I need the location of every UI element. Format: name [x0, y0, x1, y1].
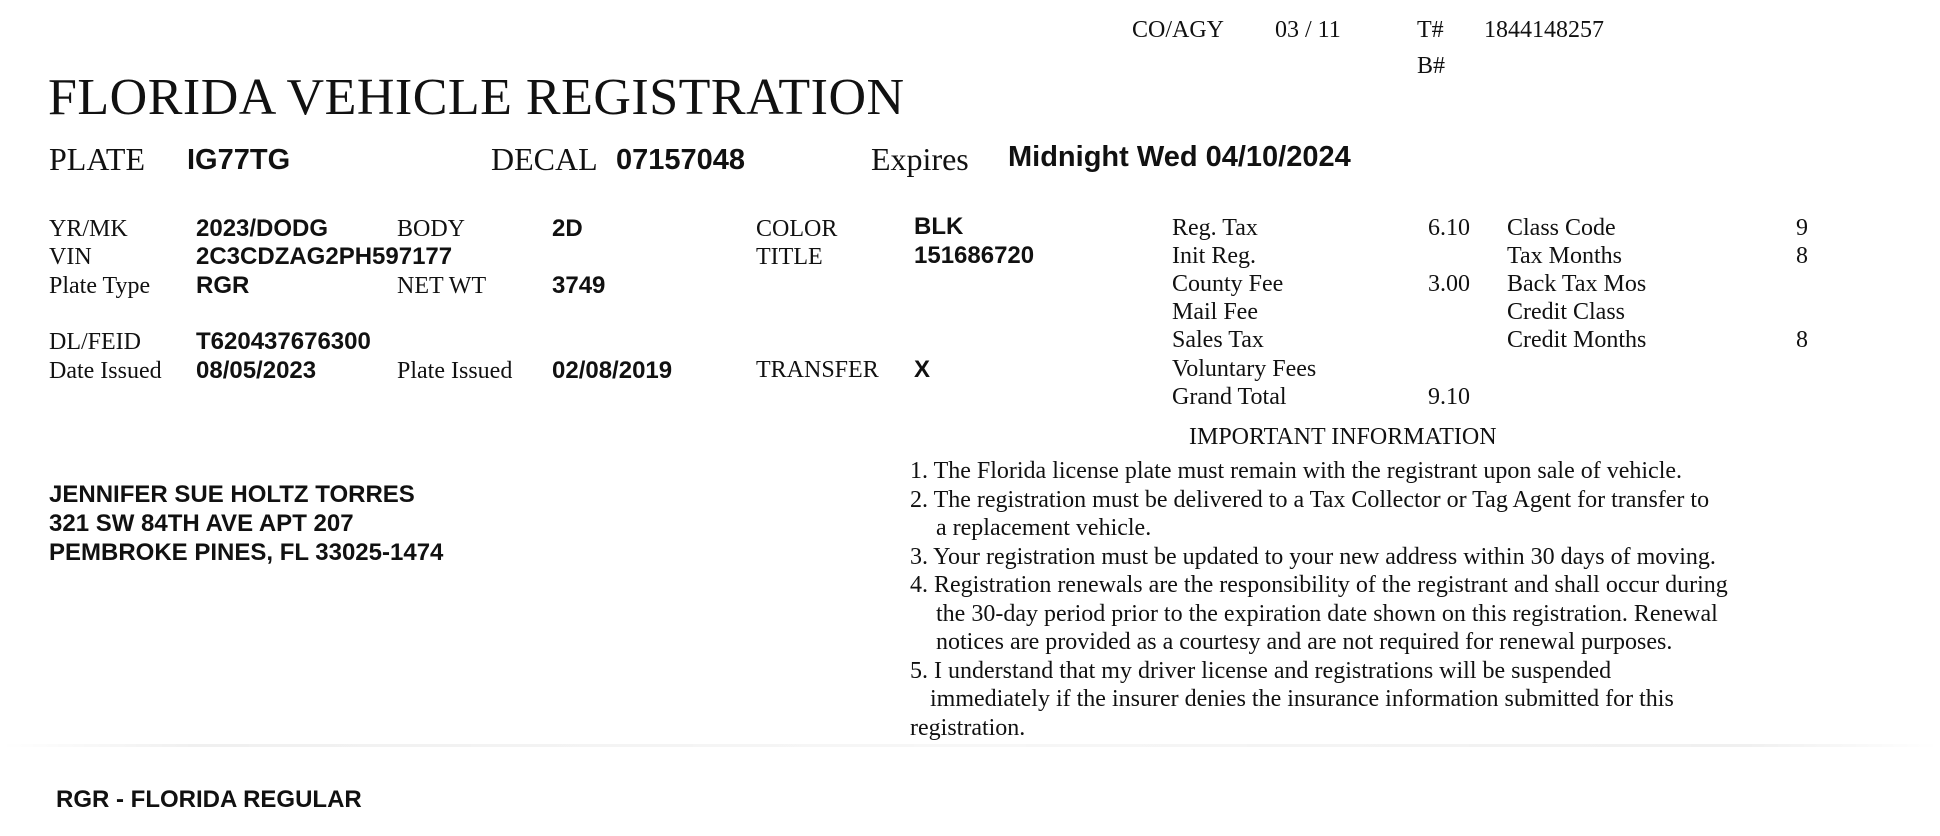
net-wt-value: 3749	[552, 272, 606, 299]
info-item: 3. Your registration must be updated to your new address within 30 days of moving.	[910, 543, 1716, 570]
class-info-label: Class Code	[1507, 215, 1616, 241]
co-agy-label: CO/AGY	[1132, 17, 1225, 43]
plate-type-label: Plate Type	[49, 273, 151, 299]
title-value: 151686720	[914, 242, 1035, 269]
class-info-label: Credit Class	[1507, 299, 1625, 325]
owner-address-line2: PEMBROKE PINES, FL 33025-1474	[49, 539, 444, 566]
class-info-value: 9	[1796, 215, 1808, 241]
net-wt-label: NET WT	[397, 273, 487, 299]
transfer-value: X	[914, 356, 931, 383]
class-info-label: Credit Months	[1507, 327, 1647, 353]
vin-value: 2C3CDZAG2PH597177	[196, 243, 453, 270]
date-issued-label: Date Issued	[49, 358, 162, 384]
fee-value: 3.00	[1428, 271, 1470, 297]
grand-total-value: 9.10	[1428, 384, 1470, 410]
t-number-label: T#	[1417, 17, 1444, 43]
grand-total-label: Grand Total	[1172, 384, 1287, 410]
fee-value: 6.10	[1428, 215, 1470, 241]
color-label: COLOR	[756, 216, 838, 242]
info-item: 4. Registration renewals are the responsibility of the registrant and shall occur during	[910, 572, 1728, 598]
info-item-continuation: the 30-day period prior to the expiration date shown on this registration. Renewal	[936, 600, 1718, 627]
plate-value: IG77TG	[187, 144, 291, 176]
class-info-label: Back Tax Mos	[1507, 271, 1647, 297]
plate-class-footer: RGR - FLORIDA REGULAR	[56, 786, 362, 813]
info-item: 5. I understand that my driver license and registrations will be suspended	[910, 657, 1612, 684]
info-item-continuation: immediately if the insurer denies the insurance information submitted for this	[930, 686, 1674, 712]
class-info-label: Tax Months	[1507, 243, 1622, 269]
b-number-label: B#	[1417, 53, 1446, 79]
dl-feid-value: T620437676300	[196, 328, 371, 355]
body-value: 2D	[552, 215, 583, 242]
important-heading: IMPORTANT INFORMATION	[1189, 424, 1497, 450]
owner-name: JENNIFER SUE HOLTZ TORRES	[49, 481, 415, 508]
expires-value: Midnight Wed 04/10/2024	[1008, 141, 1351, 173]
vin-label: VIN	[49, 244, 92, 270]
class-info-value: 8	[1796, 327, 1808, 353]
yrmk-label: YR/MK	[49, 216, 128, 242]
fee-label: Init Reg.	[1172, 243, 1256, 269]
yrmk-value: 2023/DODG	[196, 215, 329, 242]
body-label: BODY	[397, 216, 466, 242]
plate-issued-value: 02/08/2019	[552, 357, 673, 384]
plate-type-value: RGR	[196, 272, 250, 299]
fee-label: Sales Tax	[1172, 327, 1264, 353]
date-issued-value: 08/05/2023	[196, 357, 317, 384]
info-item-continuation: registration.	[910, 714, 1026, 741]
transfer-label: TRANSFER	[756, 357, 879, 383]
info-item-continuation: notices are provided as a courtesy and are not required for renewal purposes.	[936, 629, 1673, 655]
info-item-continuation: a replacement vehicle.	[936, 515, 1152, 541]
decal-label: DECAL	[491, 141, 598, 177]
plate-label: PLATE	[49, 141, 145, 177]
color-value: BLK	[914, 213, 964, 240]
fee-label: Mail Fee	[1172, 299, 1258, 325]
decal-value: 07157048	[616, 144, 746, 176]
class-info-value: 8	[1796, 243, 1808, 269]
dl-feid-label: DL/FEID	[49, 329, 141, 355]
fee-label: Reg. Tax	[1172, 215, 1258, 241]
fee-label: Voluntary Fees	[1172, 356, 1317, 382]
important-info-list	[910, 457, 1728, 742]
scan-artifact-line	[0, 744, 1940, 747]
t-number-value: 1844148257	[1484, 17, 1604, 43]
co-agy-value: 03 / 11	[1275, 17, 1341, 43]
owner-address-line1: 321 SW 84TH AVE APT 207	[49, 510, 354, 537]
page-title: FLORIDA VEHICLE REGISTRATION	[48, 69, 905, 126]
expires-label: Expires	[871, 141, 969, 177]
title-label: TITLE	[756, 244, 823, 270]
info-item: 1. The Florida license plate must remain with the registrant upon sale of vehicle.	[910, 458, 1683, 484]
plate-issued-label: Plate Issued	[397, 358, 513, 384]
info-item: 2. The registration must be delivered to a Tax Collector or Tag Agent for transfer to	[910, 486, 1710, 513]
fee-label: County Fee	[1172, 271, 1284, 297]
